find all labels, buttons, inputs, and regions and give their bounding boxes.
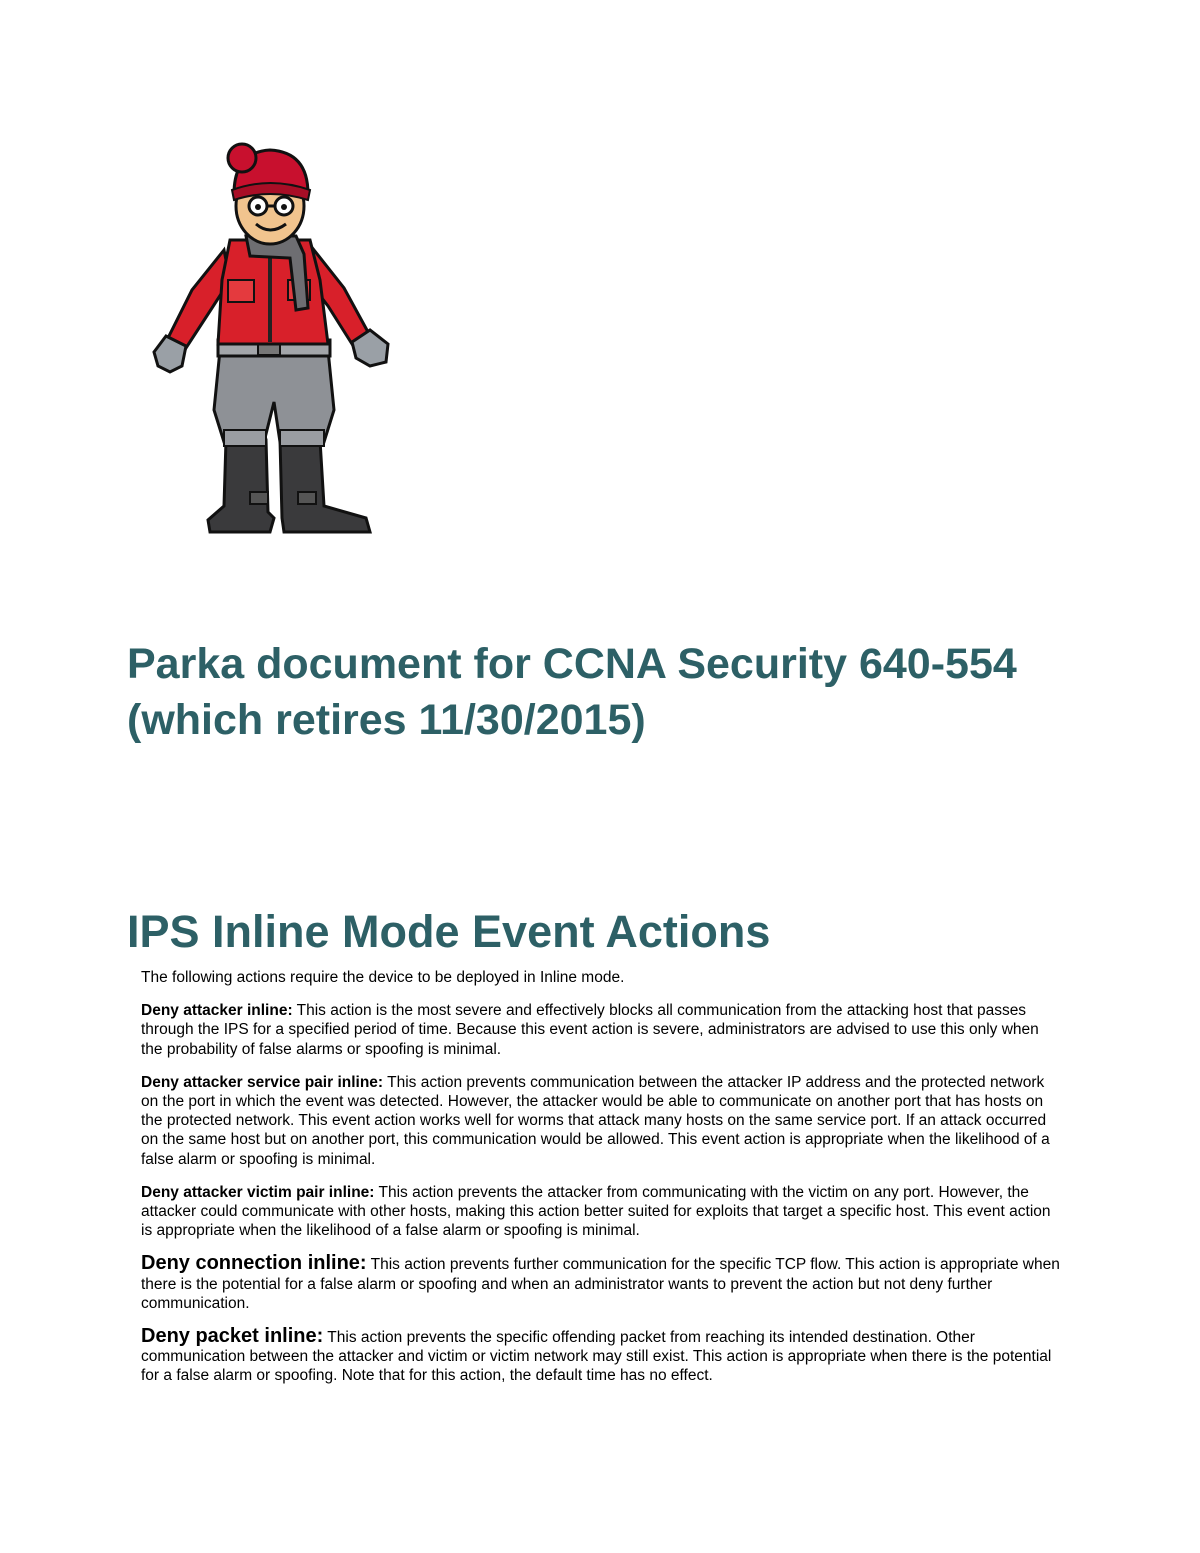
- action-term: Deny connection inline:: [141, 1252, 367, 1275]
- parka-character-illustration: [138, 140, 400, 544]
- document-title: Parka document for CCNA Security 640-554 (which retires 11/30/2015): [127, 640, 1017, 744]
- action-description: This action is the most severe and effectively blocks all communication from the attacking host that passes through the IPS for a specified period of time. Because this event action is severe, administrators are advised to use this only when the probability of false alarms or spoofing is minimal.: [141, 1002, 1039, 1058]
- section-heading: IPS Inline Mode Event Actions: [127, 906, 771, 957]
- intro-paragraph: The following actions require the device to be deployed in Inline mode.: [141, 969, 625, 986]
- action-description: This action prevents communication between the attacker IP address and the protected network on the port in which the event was detected. However, the attacker would be able to communicate on another port that has hosts on the protected network. This event action works well for worms that attack many hosts on the same service port. If an attack occurred on the same host but on another port, this communication would be allowed. This event action is appropriate when the likelihood of a false alarm or spoofing is minimal.: [141, 1073, 1050, 1168]
- action-term: Deny packet inline:: [141, 1325, 324, 1348]
- action-deny-attacker-victim-pair-inline: [141, 1183, 1061, 1241]
- action-description: This action prevents the attacker from communicating with the victim on any port. However, the attacker could communicate with other hosts, making this action better suited for exploits that target a specific host. This event action is appropriate when the likelihood of a false alarm or spoofing is minimal.: [141, 1183, 1051, 1240]
- action-deny-attacker-inline: [141, 1001, 1061, 1059]
- action-description: This action prevents further communication for the specific TCP flow. This action is appropriate when there is the potential for a false alarm or spoofing and when an administrator wants to prevent the action but not deny further communication.: [141, 1256, 1060, 1312]
- action-deny-packet-inline: [141, 1327, 1061, 1386]
- action-term: Deny attacker inline:: [141, 1002, 293, 1020]
- action-deny-attacker-service-pair-inline: [141, 1073, 1061, 1169]
- action-term: Deny attacker victim pair inline:: [141, 1183, 375, 1201]
- section-body: [141, 968, 1061, 1400]
- action-description: This action prevents the specific offending packet from reaching its intended destination. Other communication between the attacker and victim or victim network may still exist. This action is appropriate when there is the potential for a false alarm or spoofing. Note that for this action, the default time has no effect.: [141, 1329, 1052, 1385]
- action-deny-connection-inline: [141, 1254, 1061, 1313]
- action-term: Deny attacker service pair inline:: [141, 1073, 384, 1091]
